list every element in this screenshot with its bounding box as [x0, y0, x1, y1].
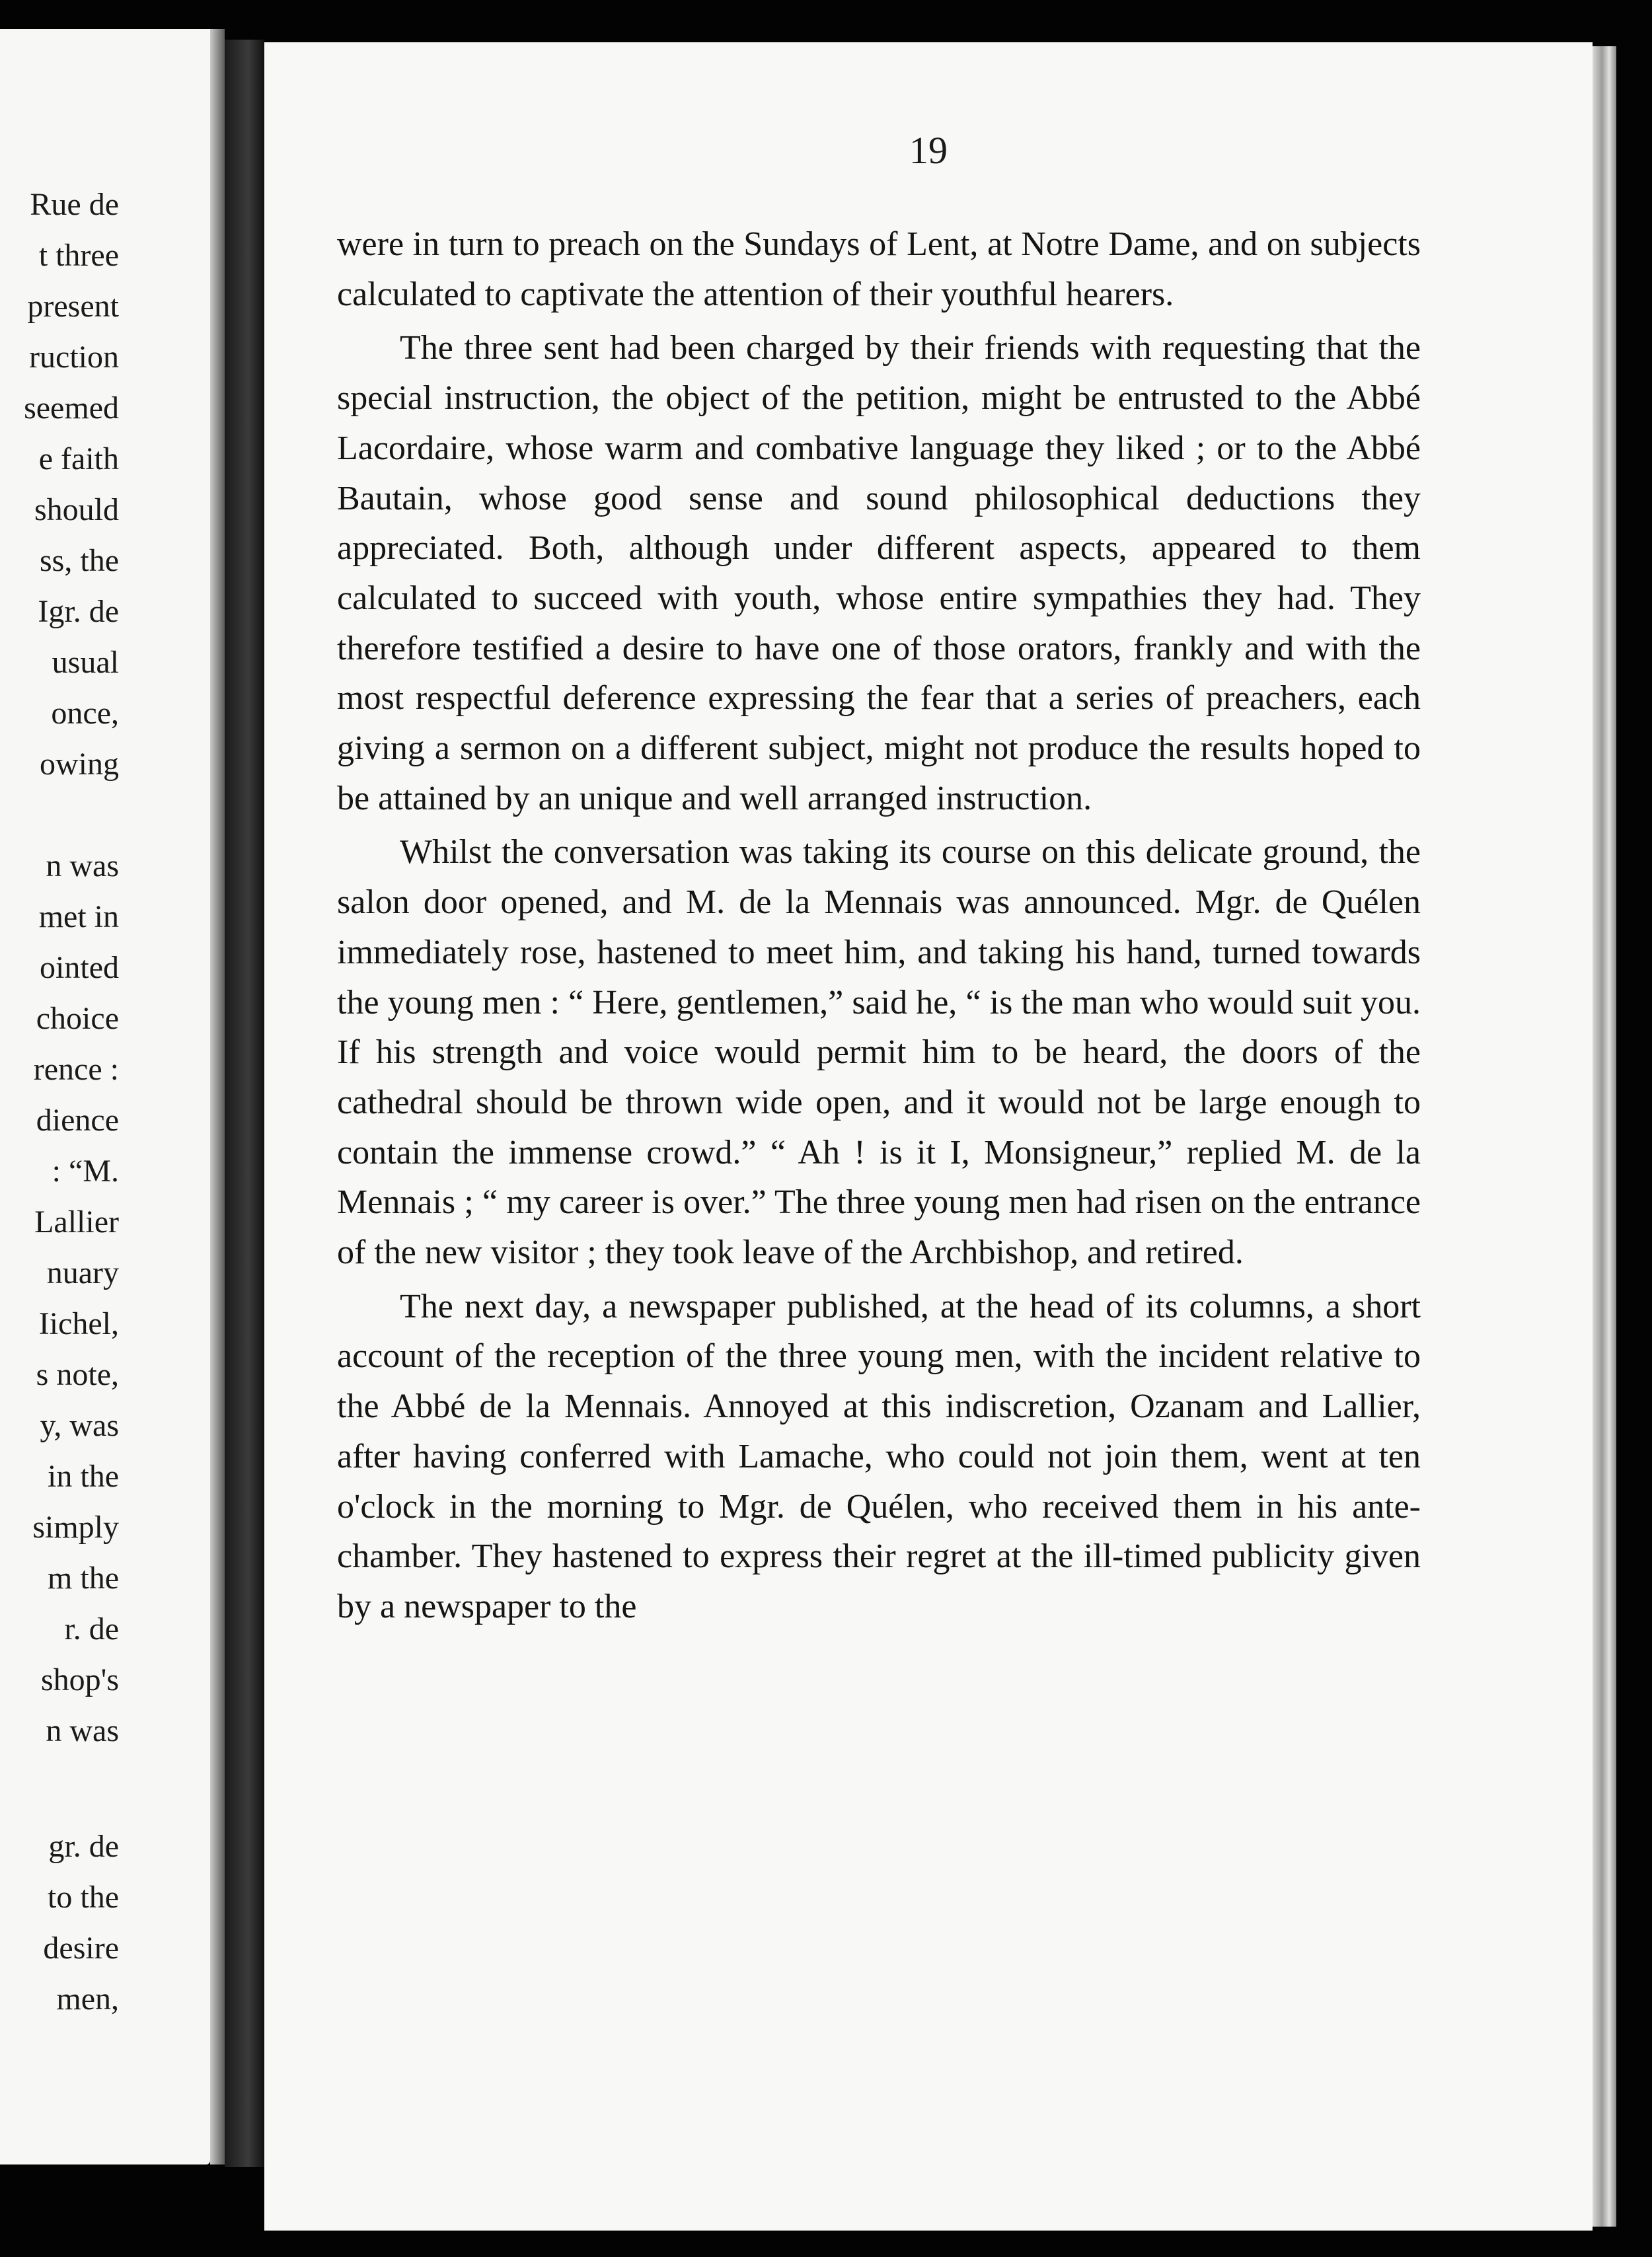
- left-line: rence :: [33, 1052, 119, 1087]
- left-line: seemed: [24, 390, 119, 426]
- left-line: met in: [38, 899, 119, 934]
- paragraph: The next day, a newspaper published, at the head of its columns, a short account of the reception of the three young men, with the incident relative to the Abbé de la Mennais. Annoyed at this indiscretion, Ozanam and Lallier, after having conferred with Lamache, who could not join them, went at ten o'clock in the morning to Mgr. de Quélen, who received them in his ante-chamber. They hastened to express their regret at the ill-timed publicity given by a newspaper to the: [337, 1287, 1421, 1625]
- left-page-gutter: [210, 29, 225, 2164]
- left-line: Rue de: [30, 187, 119, 222]
- book-spine: [225, 40, 264, 2167]
- left-line: e faith: [38, 441, 119, 476]
- paragraph: were in turn to preach on the Sundays of Lent, at Notre Dame, and on subjects calculated to captivate the attention of their youthful hearers.: [337, 225, 1421, 313]
- left-line: gr. de: [48, 1829, 119, 1864]
- left-line: present: [27, 289, 119, 324]
- left-line: choice: [36, 1001, 119, 1036]
- left-line: y, was: [40, 1408, 119, 1443]
- left-line: : “M.: [52, 1154, 119, 1189]
- left-line: shop's: [40, 1662, 119, 1697]
- left-line: usual: [52, 645, 119, 680]
- left-line: ruction: [29, 340, 119, 375]
- left-line: should: [34, 492, 119, 527]
- left-line: owing: [40, 747, 119, 782]
- body-text: [337, 219, 1421, 1632]
- left-line: dience: [36, 1103, 119, 1138]
- left-line: n was: [46, 1713, 119, 1748]
- right-page: [264, 42, 1593, 2231]
- left-line: ointed: [40, 950, 119, 985]
- page-number: 19: [909, 129, 948, 172]
- left-line: ss, the: [40, 543, 119, 578]
- left-line: m the: [48, 1561, 119, 1596]
- left-line: s note,: [36, 1357, 119, 1392]
- right-page-edge: [1593, 46, 1616, 2227]
- left-line: Lallier: [34, 1204, 119, 1240]
- left-line: once,: [51, 696, 119, 731]
- left-line: men,: [56, 1981, 119, 2016]
- left-line: to the: [48, 1880, 119, 1915]
- paragraph: Whilst the conversation was taking its course on this delicate ground, the salon door opened, and M. de la Mennais was announced. Mgr. de Quélen immediately rose, hastened to meet him, and taking his hand, turned towards the young men : “ Here, gentlemen,” said he, “ is the man who would suit you. If his strength and voice would permit him to be heard, the doors of the cathedral should be thrown wide open, and it would not be large enough to contain the immense crowd.” “ Ah ! is it I, Monsigneur,” replied M. de la Mennais ; “ my career is over.” The three young men had risen on the entrance of the new visitor ; they took leave of the Archbishop, and retired.: [337, 833, 1421, 1272]
- left-line: t three: [38, 238, 119, 273]
- left-line: r. de: [64, 1611, 119, 1646]
- left-line: Iichel,: [38, 1306, 119, 1341]
- left-line: n was: [46, 848, 119, 883]
- left-line: simply: [32, 1510, 119, 1545]
- left-line: nuary: [46, 1255, 119, 1290]
- paragraph: The three sent had been charged by their friends with requesting that the special instruction, the object of the petition, might be entrusted to the Abbé Lacordaire, whose warm and combative language they liked ; or to the Abbé Bautain, whose good sense and sound philosophical deductions they appreciated. Both, although under different aspects, appeared to them calculated to succeed with youth, whose entire sympathies they had. They therefore testified a desire to have one of those orators, frankly and with the most respectful deference expressing the fear that a series of preachers, each giving a sermon on a different subject, might not produce the results hoped to be attained by an unique and well arranged instruction.: [337, 329, 1421, 817]
- left-page: [0, 29, 210, 2164]
- left-line: Igr. de: [38, 594, 119, 629]
- left-line: desire: [43, 1931, 119, 1966]
- left-line: in the: [48, 1459, 119, 1494]
